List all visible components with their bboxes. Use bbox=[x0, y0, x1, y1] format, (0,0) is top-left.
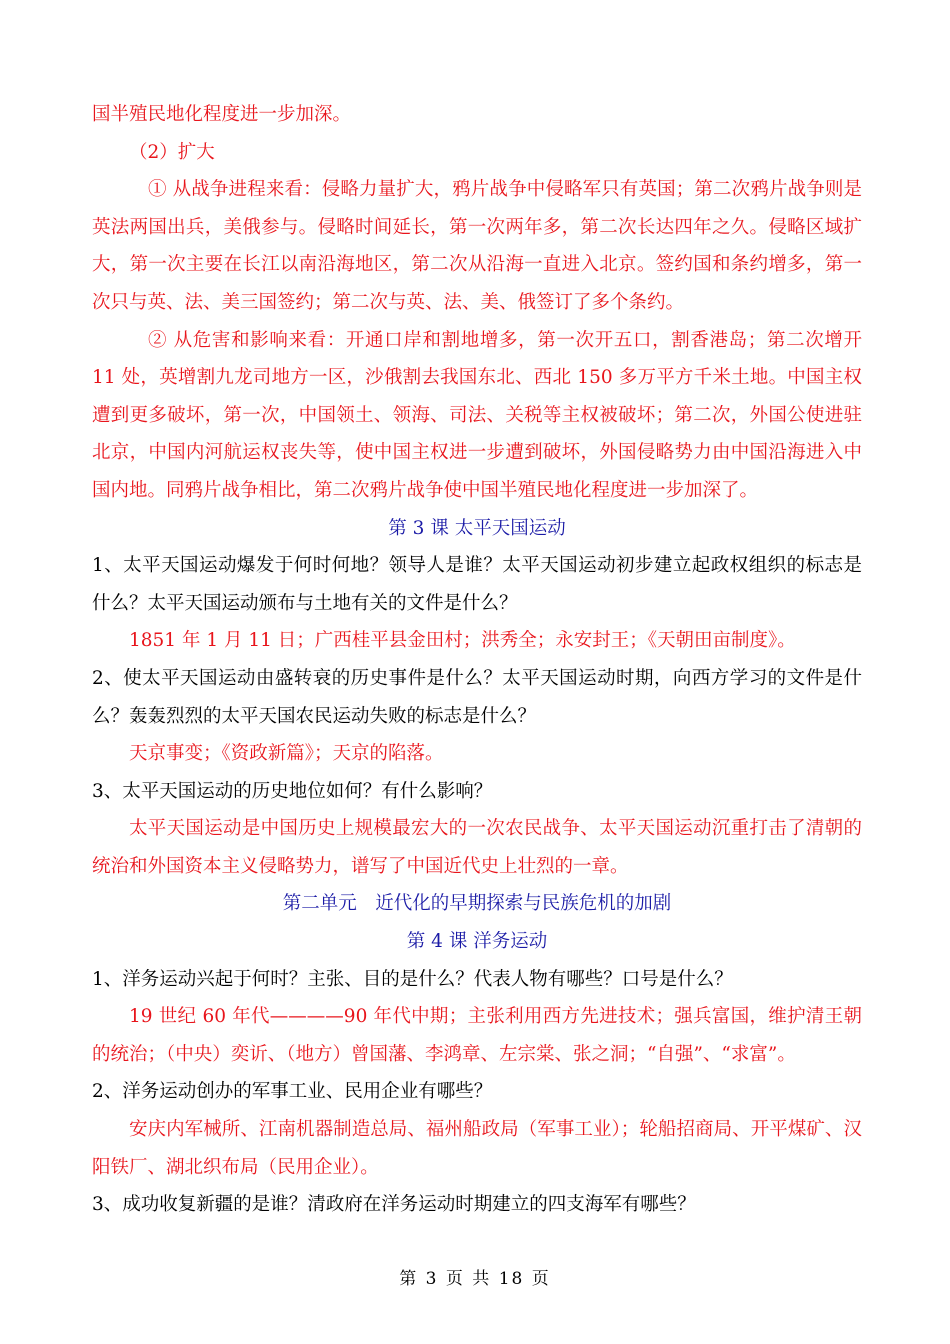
answer: 天京事变；《资政新篇》；天京的陷落。 bbox=[129, 743, 444, 765]
answer: 19 世纪 60 年代————90 年代中期；主张利用西方先进技术；强兵富国，维护清王朝的统治；（中央）奕䜣、（地方）曾国藩、李鸿章、左宗棠、张之洞；“自强”、“求富”。 bbox=[92, 1006, 862, 1065]
answer-paragraph: ① 从战争进程来看：侵略力量扩大，鸦片战争中侵略军只有英国；第二次鸦片战争则是英法两国出兵，美俄参与。侵略时间延长，第一次两年多，第二次长达四年之久。侵略区域扩大，第一次主要在长江以南沿海地区，第二次从沿海一直进入北京。签约国和条约增多，第一次只与英、法、美三国签约；第二次与英、法、美、俄签订了多个条约。 bbox=[92, 179, 862, 313]
answer: 太平天国运动是中国历史上规模最宏大的一次农民战争、太平天国运动沉重打击了清朝的统治和外国资本主义侵略势力，谱写了中国近代史上壮烈的一章。 bbox=[92, 818, 862, 877]
question: 1、洋务运动兴起于何时？主张、目的是什么？代表人物有哪些？口号是什么？ bbox=[92, 968, 733, 990]
answer-continuation: 国半殖民地化程度进一步加深。 bbox=[92, 104, 352, 125]
document-page bbox=[92, 96, 862, 1224]
question: 2、洋务运动创办的军事工业、民用企业有哪些？ bbox=[92, 1081, 493, 1103]
question: 1、太平天国运动爆发于何时何地？领导人是谁？太平天国运动初步建立起政权组织的标志是什么？太平天国运动颁布与土地有关的文件是什么？ bbox=[92, 555, 862, 614]
lesson-heading: 第 3 课 太平天国运动 bbox=[388, 517, 566, 539]
question: 2、使太平天国运动由盛转衰的历史事件是什么？太平天国运动时期，向西方学习的文件是什么？轰轰烈烈的太平天国农民运动失败的标志是什么？ bbox=[92, 667, 862, 727]
unit-heading: 第二单元 近代化的早期探索与民族危机的加剧 bbox=[282, 893, 672, 915]
answer: 1851 年 1 月 11 日；广西桂平县金田村；洪秀全；永安封王；《天朝田亩制度》。 bbox=[129, 630, 796, 652]
answer-paragraph: ② 从危害和影响来看：开通口岸和割地增多，第一次开五口，割香港岛；第二次增开 11 处，英增割九龙司地方一区，沙俄割去我国东北、西北 150 多万平方千米土地。中国主权遭到更多破坏，第一次，中国领土、领海、司法、关税等主权被破坏；第二次，外国公使进驻北京，中国内河航运权丧失等，使中国主权进一步遭到破坏，外国侵略势力由中国沿海进入中国内地。同鸦片战争相比，第二次鸦片战争使中国半殖民地化程度进一步加深了。 bbox=[92, 329, 862, 501]
lesson-heading: 第 4 课 洋务运动 bbox=[406, 931, 548, 953]
page-footer: 第 3 页 共 18 页 bbox=[399, 1269, 551, 1289]
answer-subheading: （2）扩大 bbox=[129, 141, 215, 163]
answer: 安庆内军械所、江南机器制造总局、福州船政局（军事工业）；轮船招商局、开平煤矿、汉阳铁厂、湖北织布局（民用企业）。 bbox=[92, 1119, 862, 1178]
question: 3、太平天国运动的历史地位如何？有什么影响？ bbox=[92, 780, 493, 802]
question: 3、成功收复新疆的是谁？清政府在洋务运动时期建立的四支海军有哪些？ bbox=[92, 1194, 696, 1216]
